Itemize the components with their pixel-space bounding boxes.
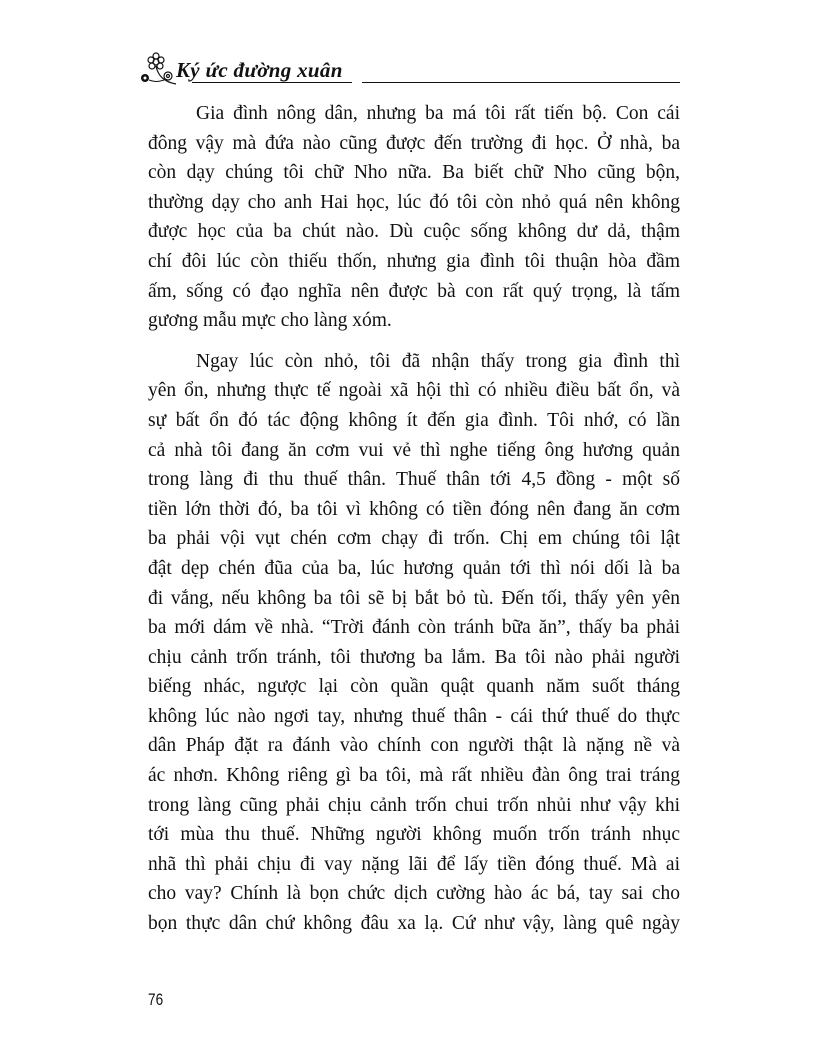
- page-body: [148, 99, 680, 939]
- text-line: ba mới dám về nhà. “Trời đánh còn tránh bữa ăn”, thấy ba phải: [148, 617, 680, 639]
- text-line: ấm, sống có đạo nghĩa nên được bà con rất quý trọng, là tấm: [148, 280, 680, 302]
- text-line: còn dạy chúng tôi chữ Nho nữa. Ba biết chữ Nho cũng bộn,: [148, 162, 680, 184]
- text-line: yên ổn, nhưng thực tế ngoài xã hội thì có nhiều điều bất ổn, và: [148, 380, 680, 402]
- flower-ornament-icon: [140, 52, 180, 86]
- paragraph-gap: [148, 336, 680, 347]
- title-underline: [192, 82, 352, 83]
- text-line: biếng nhác, ngược lại còn quần quật quanh năm suốt tháng: [148, 676, 680, 698]
- text-line: sự bất ổn đó tác động không ít đến gia đình. Tôi nhớ, có lần: [148, 409, 680, 431]
- text-line: cả nhà tôi đang ăn cơm vui vẻ thì nghe tiếng ông hương quản: [148, 439, 680, 461]
- text-line: chịu cảnh trốn tránh, tôi thương ba lắm. Ba tôi nào phải người: [148, 646, 680, 668]
- text-line: bọn thực dân chứ không đâu xa lạ. Cứ như vậy, làng quê ngày: [148, 913, 680, 935]
- text-line: Gia đình nông dân, nhưng ba má tôi rất tiến bộ. Con cái: [196, 103, 680, 124]
- text-line: được học của ba chút nào. Dù cuộc sống không dư dả, thậm: [148, 221, 680, 243]
- text-line: đật dẹp chén đũa của ba, lúc hương quản tới thì nói dối là ba: [148, 557, 680, 579]
- text-line: thường dạy cho anh Hai học, lúc đó tôi còn nhỏ quá nên không: [148, 191, 680, 213]
- text-line: chí đôi lúc còn thiếu thốn, nhưng gia đình tôi thuận hòa đầm: [148, 250, 680, 272]
- text-line: dân Pháp đặt ra đánh vào chính con người thật là nặng nề và: [148, 735, 680, 757]
- text-line: không lúc nào ngơi tay, nhưng thuế thân - cái thứ thuế do thực: [148, 705, 680, 727]
- page-number: 76: [148, 990, 164, 1009]
- text-line: trong làng đi thu thuế thân. Thuế thân tới 4,5 đồng - một số: [148, 469, 680, 491]
- book-title: Ký ức đường xuân: [176, 58, 343, 82]
- text-line: trong làng cũng phải chịu cảnh trốn chui trốn nhủi như vậy khi: [148, 794, 680, 816]
- running-header: [140, 52, 680, 88]
- text-line: đi vắng, nếu không ba tôi sẽ bị bắt bỏ tù. Đến tối, thấy yên yên: [148, 587, 680, 609]
- text-line: ba phải vội vụt chén cơm chạy đi trốn. Chị em chúng tôi lật: [148, 528, 680, 550]
- text-line: tiền lớn thời đó, ba tôi vì không có tiền đóng nên đang ăn cơm: [148, 498, 680, 520]
- text-line: cho vay? Chính là bọn chức dịch cường hào ác bá, tay sai cho: [148, 883, 680, 905]
- paragraph: [148, 347, 680, 939]
- paragraph: [148, 99, 680, 336]
- text-line: Ngay lúc còn nhỏ, tôi đã nhận thấy trong gia đình thì: [196, 350, 680, 372]
- header-rule: [362, 82, 680, 83]
- text-line: tới mùa thu thuế. Những người không muốn trốn tránh nhục: [148, 824, 680, 846]
- text-line: ác nhơn. Không riêng gì ba tôi, mà rất nhiều đàn ông trai tráng: [148, 765, 680, 787]
- text-line: nhã thì phải chịu đi vay nặng lãi để lấy tiền đóng thuế. Mà ai: [148, 853, 680, 875]
- text-line: đông vậy mà đứa nào cũng được đến trường đi học. Ở nhà, ba: [148, 132, 680, 154]
- text-line: gương mẫu mực cho làng xóm.: [148, 310, 392, 332]
